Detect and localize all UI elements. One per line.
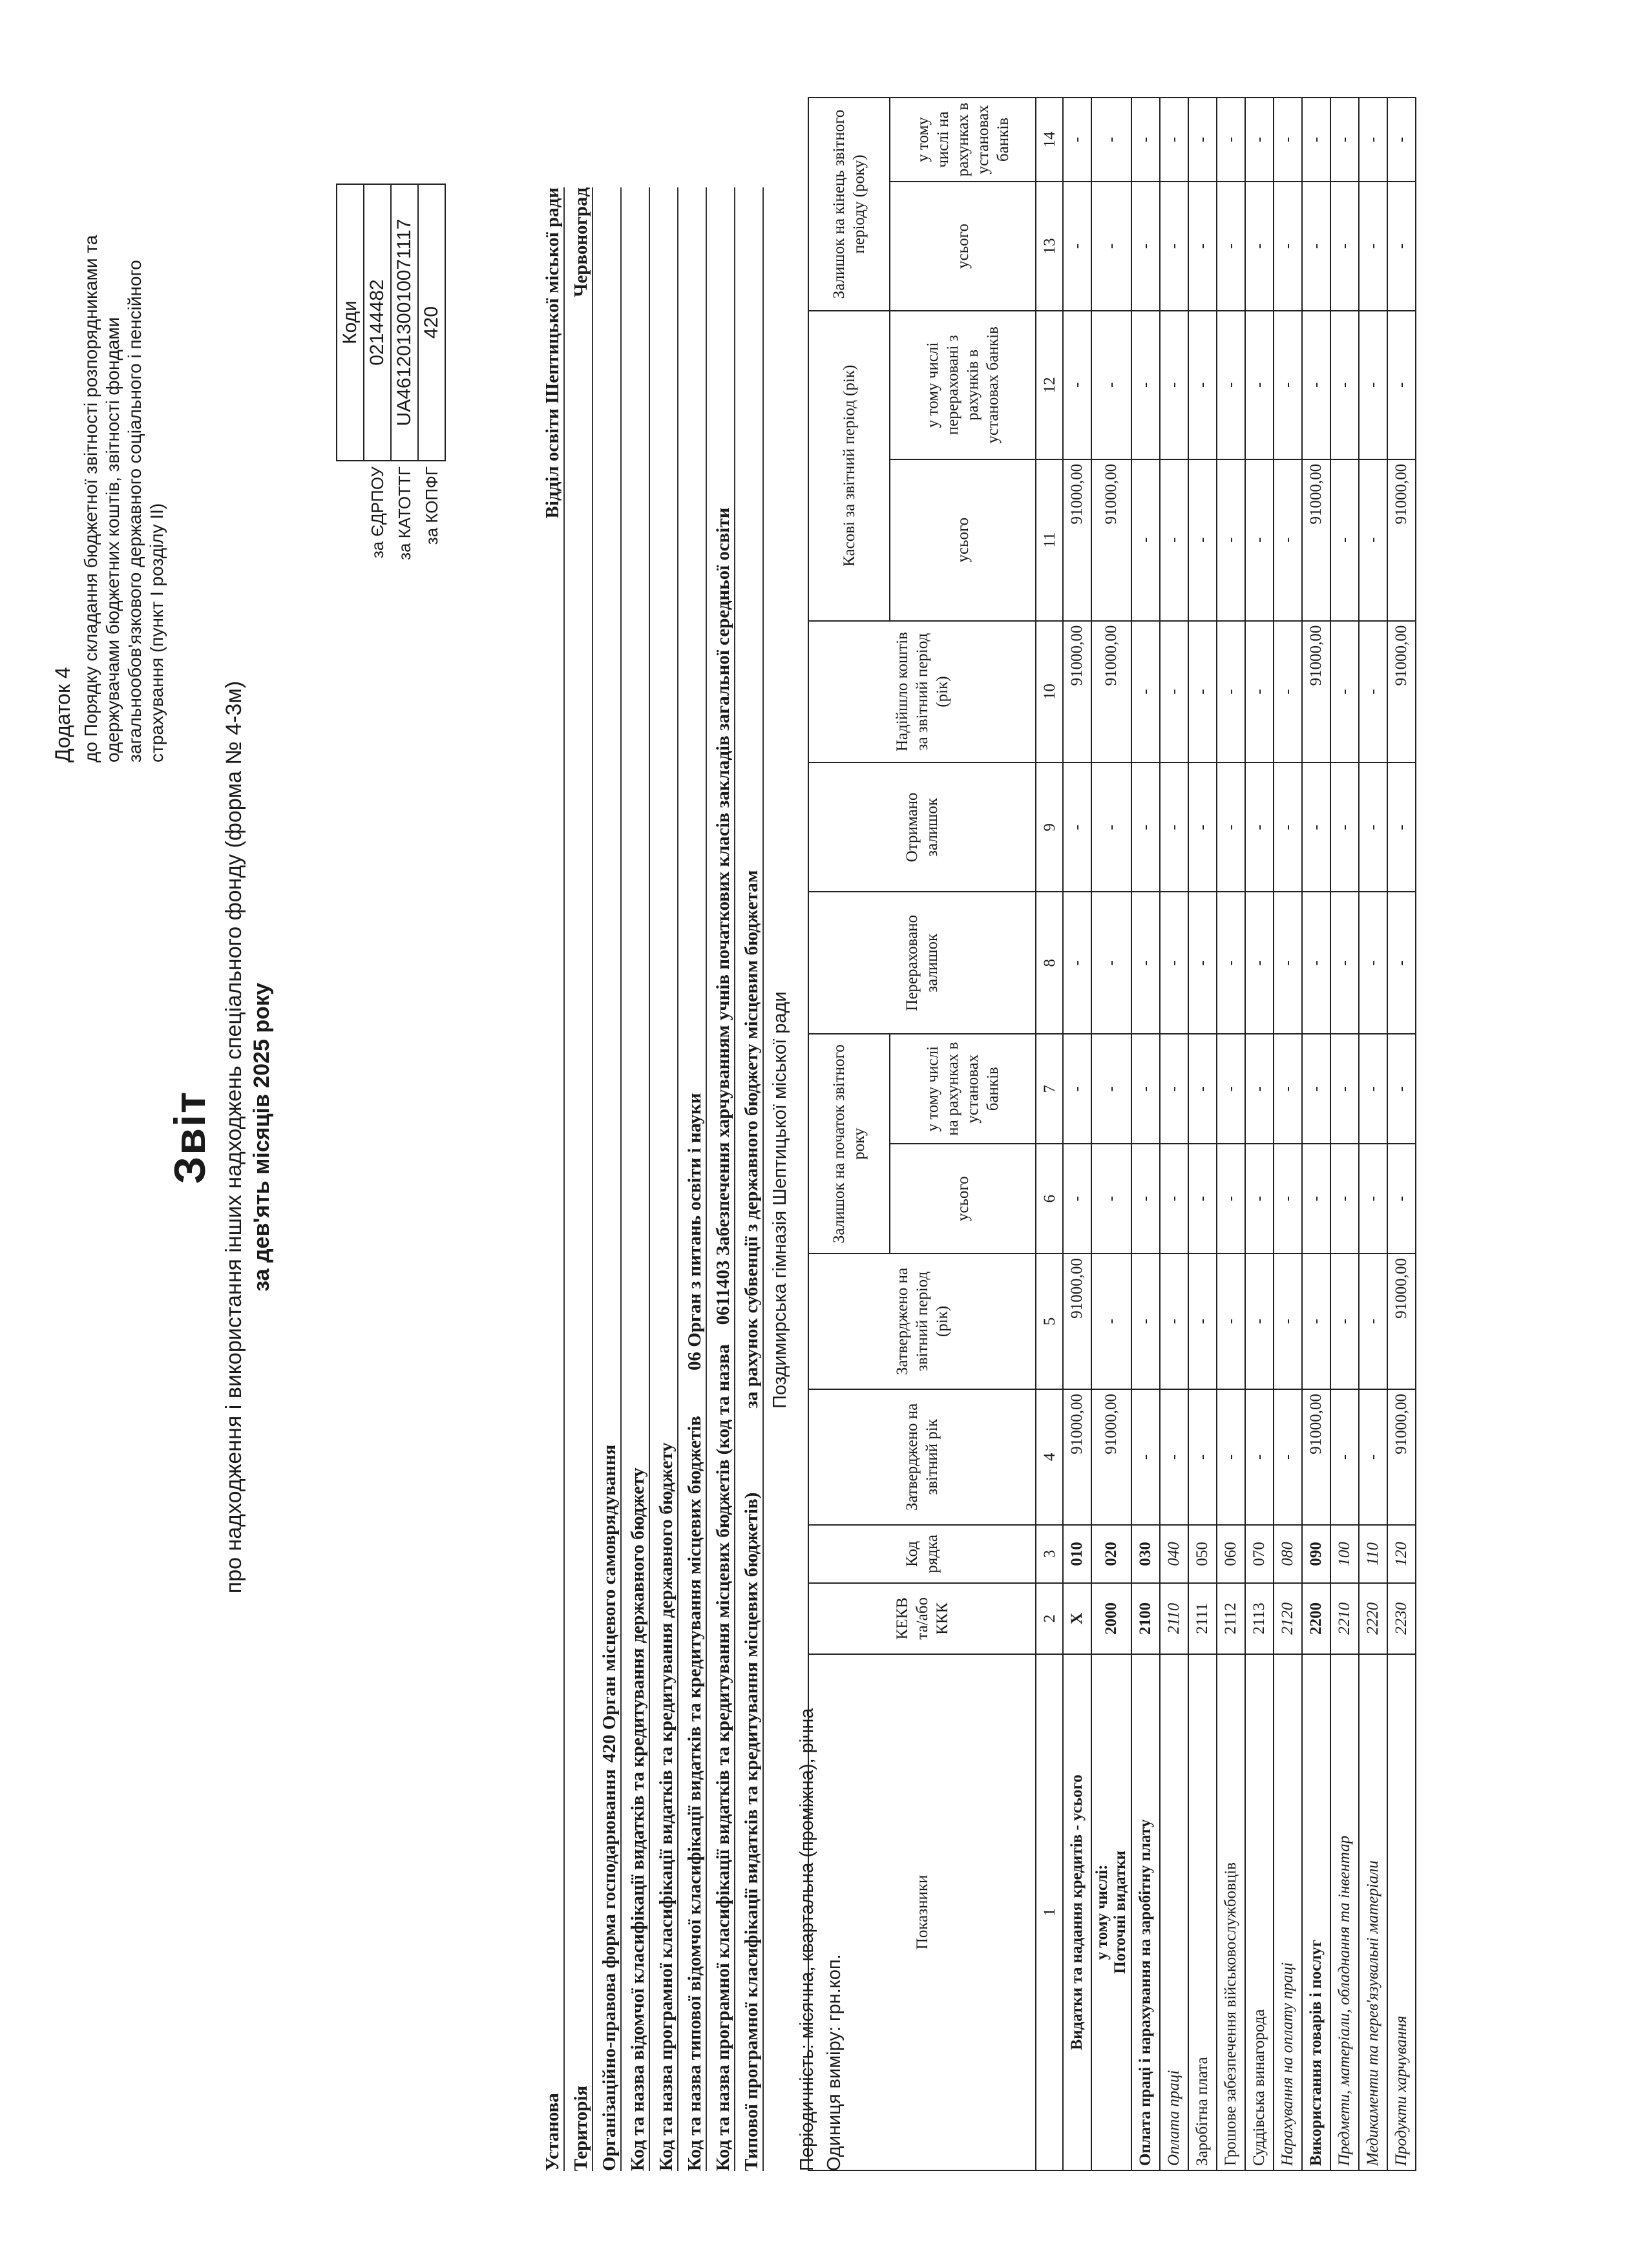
row-indicator-text: Медикаменти та перев'язувальні матеріали	[1364, 1860, 1381, 2166]
cell-c8: -	[1274, 892, 1302, 1034]
cell-c11: 91000,00	[1387, 459, 1416, 621]
table-row	[1217, 98, 1245, 2170]
column-number: 2	[1036, 1583, 1063, 1654]
cell-c4: -	[1359, 1389, 1387, 1525]
institution-value: Відділ освіти Шептицької міської ради	[542, 187, 563, 519]
row-indicator	[1188, 1654, 1217, 2170]
cell-c6: -	[1188, 1144, 1217, 1254]
cell-c14: -	[1302, 98, 1330, 182]
cell-c12: -	[1330, 311, 1359, 459]
departmental-row	[622, 187, 650, 2171]
program-local-value: 0611403 Забезпечення харчуванням учнів початкових класів закладів загальної середньої освіти	[713, 507, 733, 1325]
row-indicator-text: Предмети, матеріали, обладнання та інвентар	[1336, 1835, 1353, 2166]
cell-c13: -	[1217, 182, 1245, 311]
cell-c11: -	[1245, 459, 1274, 621]
cell-c7: -	[1359, 1034, 1387, 1144]
typical-program-label: Типової програмної класифікації видатків та кредитування місцевих бюджетів)	[741, 1492, 762, 2171]
table-body	[1063, 98, 1416, 2170]
cell-c14: -	[1188, 98, 1217, 182]
cell-c6: -	[1387, 1144, 1416, 1254]
cell-kekv: 2200	[1302, 1583, 1330, 1654]
header-approved-year: Затверджено на звітний рік	[808, 1389, 1036, 1525]
cell-code: 050	[1188, 1525, 1217, 1583]
cell-c13: -	[1160, 182, 1188, 311]
cell-c10: 91000,00	[1063, 621, 1091, 763]
cell-c11: -	[1359, 459, 1387, 621]
cell-c9: -	[1274, 762, 1302, 892]
cell-kekv: 2220	[1359, 1583, 1387, 1654]
header-balance-end-banks: у тому числі на рахунках в установах банків	[890, 98, 1036, 182]
cell-c8: -	[1091, 892, 1131, 1034]
column-number: 3	[1036, 1525, 1063, 1583]
institution-row	[536, 187, 565, 2171]
header-cash-transferred: у тому числі перераховані з рахунків в установах банків	[890, 311, 1036, 459]
cell-c9: -	[1217, 762, 1245, 892]
header-kekv: КЕКВ та/або ККК	[808, 1583, 1036, 1654]
appendix-number: Додаток 4	[51, 667, 74, 762]
cell-c12: -	[1188, 311, 1217, 459]
typical-departmental-row	[678, 187, 707, 2171]
header-row-code: Код рядка	[808, 1525, 1036, 1583]
cell-c6: -	[1274, 1144, 1302, 1254]
row-indicator-text: Продукти харчування	[1392, 2015, 1410, 2166]
table-row	[1330, 98, 1359, 2170]
cell-c8: -	[1387, 892, 1416, 1034]
cell-c5: 91000,00	[1063, 1254, 1091, 1389]
periodicity: Періодичність: місячна, квартальна (проміжна), річна	[797, 1708, 817, 2171]
cell-c6: -	[1217, 1144, 1245, 1254]
row-indicator-text: Грошове забезпечення військовослужбовців	[1222, 1862, 1239, 2166]
cell-c12: -	[1131, 311, 1160, 459]
cell-c7: -	[1217, 1034, 1245, 1144]
code-label: за КОПФГ	[421, 467, 441, 545]
cell-c13: -	[1063, 182, 1091, 311]
row-indicator	[1131, 1654, 1160, 2170]
cell-c8: -	[1245, 892, 1274, 1034]
cell-c11: -	[1188, 459, 1217, 621]
cell-c14: -	[1330, 98, 1359, 182]
column-number: 5	[1036, 1254, 1063, 1389]
cell-c14: -	[1359, 98, 1387, 182]
table-row	[1302, 98, 1330, 2170]
table-row	[1063, 98, 1091, 2170]
cell-c6: -	[1091, 1144, 1131, 1254]
cell-c4: -	[1131, 1389, 1160, 1525]
appendix-text: до Порядку складання бюджетної звітності розпорядниками та одержувачами бюджетних коштів, звітності фондами загальнообов'язкового державного соціального і пенсійного страхування (пункт I розділу II)	[81, 235, 167, 762]
cell-c5: -	[1330, 1254, 1359, 1389]
cell-c11: 91000,00	[1091, 459, 1131, 621]
cell-c10: 91000,00	[1387, 621, 1416, 763]
cell-c4: -	[1160, 1389, 1188, 1525]
cell-c12: -	[1217, 311, 1245, 459]
report-title: Звіт	[165, 1090, 215, 1184]
program-local-row	[707, 187, 735, 2171]
code-label: за КАТОТТГ	[394, 467, 414, 560]
code-value: 420	[418, 184, 445, 461]
cell-c4: -	[1274, 1389, 1302, 1525]
column-number: 8	[1036, 892, 1063, 1034]
cell-c4: 91000,00	[1302, 1389, 1330, 1525]
cell-c10: -	[1245, 621, 1274, 763]
cell-code: 090	[1302, 1525, 1330, 1583]
cell-kekv: 2120	[1274, 1583, 1302, 1654]
typical-program-value: за рахунок субвенції з державного бюджету місцевим бюджетам	[741, 870, 762, 1409]
cell-c4: -	[1245, 1389, 1274, 1525]
cell-code: 100	[1330, 1525, 1359, 1583]
cell-c5: -	[1160, 1254, 1188, 1389]
cell-c14: -	[1217, 98, 1245, 182]
cell-c13: -	[1359, 182, 1387, 311]
row-indicator	[1217, 1654, 1245, 2170]
cell-c11: -	[1217, 459, 1245, 621]
cell-c10: -	[1131, 621, 1160, 763]
cell-c14: -	[1091, 98, 1131, 182]
territory-label: Територія	[571, 2085, 591, 2171]
row-indicator	[1063, 1654, 1091, 2170]
row-indicator	[1330, 1654, 1359, 2170]
cell-c7: -	[1302, 1034, 1330, 1144]
cell-c4: -	[1217, 1389, 1245, 1525]
cell-c10: -	[1274, 621, 1302, 763]
cell-c9: -	[1387, 762, 1416, 892]
cell-c7: -	[1091, 1034, 1131, 1144]
cell-c7: -	[1330, 1034, 1359, 1144]
cell-c11: -	[1330, 459, 1359, 621]
cell-c13: -	[1387, 182, 1416, 311]
column-number-row	[1036, 98, 1063, 2170]
typical-departmental-label: Код та назва типової відомчої класифікації видатків та кредитування місцевих бюджетів	[684, 1416, 705, 2171]
cell-kekv: 2110	[1160, 1583, 1188, 1654]
table-row	[1188, 98, 1217, 2170]
cell-c9: -	[1188, 762, 1217, 892]
recipient: Поздимирська гімназія Шептицької міської ради	[770, 991, 790, 1409]
cell-c5: -	[1302, 1254, 1330, 1389]
territory-row	[565, 187, 593, 2171]
column-number: 12	[1036, 311, 1063, 459]
cell-c11: -	[1274, 459, 1302, 621]
row-indicator-text: Нарахування на оплату праці	[1279, 1962, 1296, 2166]
cell-c4: 91000,00	[1387, 1389, 1416, 1525]
cell-c4: -	[1330, 1389, 1359, 1525]
cell-c13: -	[1330, 182, 1359, 311]
cell-c8: -	[1217, 892, 1245, 1034]
table-row	[1091, 98, 1131, 2170]
row-indicator-text: Використання товарів і послуг	[1307, 1939, 1325, 2166]
territory-value: Червоноград	[571, 187, 591, 297]
report-title-block	[165, 265, 275, 2010]
cell-c7: -	[1160, 1034, 1188, 1144]
unit: Одиниця виміру: грн.коп.	[824, 1954, 845, 2171]
cell-c7: -	[1387, 1034, 1416, 1144]
row-indicator	[1387, 1654, 1416, 2170]
cell-c13: -	[1302, 182, 1330, 311]
cell-code: 010	[1063, 1525, 1091, 1583]
cell-c7: -	[1063, 1034, 1091, 1144]
cell-code: 040	[1160, 1525, 1188, 1583]
cell-kekv: 2111	[1188, 1583, 1217, 1654]
cell-c10: -	[1359, 621, 1387, 763]
cell-c6: -	[1330, 1144, 1359, 1254]
cell-c7: -	[1274, 1034, 1302, 1144]
header-transferred-balance: Перераховано залишок	[808, 892, 1036, 1034]
row-indicator-text: Оплата праці і нарахування на заробітну плату	[1137, 1819, 1154, 2166]
cell-c12: -	[1274, 311, 1302, 459]
cell-c9: -	[1063, 762, 1091, 892]
cell-c13: -	[1188, 182, 1217, 311]
header-cash-expenses: Касові за звітний період (рік)	[808, 311, 890, 621]
cell-c5: -	[1188, 1254, 1217, 1389]
cell-c10: -	[1160, 621, 1188, 763]
cell-c7: -	[1188, 1034, 1217, 1144]
cell-c10: -	[1217, 621, 1245, 763]
cell-kekv: 2113	[1245, 1583, 1274, 1654]
cell-c8: -	[1063, 892, 1091, 1034]
cell-c14: -	[1063, 98, 1091, 182]
cell-c6: -	[1063, 1144, 1091, 1254]
cell-c9: -	[1245, 762, 1274, 892]
row-indicator-text: Оплата праці	[1165, 2070, 1182, 2166]
codes-header: Коди	[337, 184, 364, 461]
row-indicator	[1160, 1654, 1188, 2170]
cell-c9: -	[1359, 762, 1387, 892]
header-balance-end-total: усього	[890, 182, 1036, 311]
header-received-balance: Отримано залишок	[808, 762, 1036, 892]
cell-kekv: 2230	[1387, 1583, 1416, 1654]
cell-c8: -	[1160, 892, 1188, 1034]
row-indicator-text: Видатки та надання кредитів - усього	[1068, 1774, 1086, 2050]
cell-code: 110	[1359, 1525, 1387, 1583]
cell-c6: -	[1245, 1144, 1274, 1254]
org-form-value: 420 Орган місцевого самоврядування	[599, 1444, 620, 1763]
cell-c5: -	[1217, 1254, 1245, 1389]
cell-c10: 91000,00	[1091, 621, 1131, 763]
codes-block	[336, 155, 446, 607]
org-form-label: Організаційно-правова форма господарювання	[599, 1769, 620, 2171]
cell-c9: -	[1131, 762, 1160, 892]
cell-kekv: 2210	[1330, 1583, 1359, 1654]
header-received-funds: Надійшло коштів за звітний період (рік)	[808, 621, 1036, 763]
cell-code: 070	[1245, 1525, 1274, 1583]
code-value: UA46120130010071117	[391, 184, 418, 461]
header-balance-start: Залишок на початок звітного року	[808, 1034, 890, 1254]
header-cash-total: усього	[890, 459, 1036, 621]
report-period: за дев'ять місяців 2025 року	[249, 983, 274, 1292]
cell-c12: -	[1063, 311, 1091, 459]
cell-c4: 91000,00	[1091, 1389, 1131, 1525]
column-number: 7	[1036, 1034, 1063, 1144]
cell-c10: -	[1188, 621, 1217, 763]
row-indicator-text: Суддівська винагорода	[1250, 2009, 1268, 2166]
cell-c11: -	[1131, 459, 1160, 621]
row-indicator	[1245, 1654, 1274, 2170]
cell-c5: -	[1359, 1254, 1387, 1389]
cell-code: 030	[1131, 1525, 1160, 1583]
cell-c13: -	[1091, 182, 1131, 311]
cell-c9: -	[1160, 762, 1188, 892]
cell-c8: -	[1131, 892, 1160, 1034]
cell-c7: -	[1131, 1034, 1160, 1144]
cell-c10: 91000,00	[1302, 621, 1330, 763]
column-number: 4	[1036, 1389, 1063, 1525]
cell-c13: -	[1245, 182, 1274, 311]
cell-c14: -	[1274, 98, 1302, 182]
cell-kekv: 2000	[1091, 1583, 1131, 1654]
institution-label: Установа	[542, 2093, 563, 2171]
codes-table	[336, 184, 446, 607]
cell-c5: -	[1091, 1254, 1131, 1389]
cell-c11: 91000,00	[1302, 459, 1330, 621]
row-indicator-subtext: Поточні видатки	[1111, 1851, 1129, 1974]
column-number: 10	[1036, 621, 1063, 763]
cell-c12: -	[1091, 311, 1131, 459]
table-row	[1160, 98, 1188, 2170]
cell-code: 080	[1274, 1525, 1302, 1583]
table-row	[1359, 98, 1387, 2170]
departmental-label: Код та назва відомчої класифікації видатків та кредитування державного бюджету	[627, 1467, 648, 2171]
typical-departmental-value: 06 Орган з питань освіти і науки	[684, 1093, 705, 1371]
code-value: 02144482	[364, 184, 391, 461]
cell-c14: -	[1245, 98, 1274, 182]
report-table	[808, 97, 1416, 2171]
cell-kekv: X	[1063, 1583, 1091, 1654]
cell-c11: 91000,00	[1063, 459, 1091, 621]
header-balance-end: Залишок на кінець звітного періоду (року)	[808, 98, 890, 311]
cell-c6: -	[1302, 1144, 1330, 1254]
row-indicator	[1274, 1654, 1302, 2170]
row-indicator	[1359, 1654, 1387, 2170]
cell-c9: -	[1091, 762, 1131, 892]
table-row	[1274, 98, 1302, 2170]
row-indicator	[1091, 1654, 1131, 2170]
cell-c8: -	[1188, 892, 1217, 1034]
cell-c8: -	[1359, 892, 1387, 1034]
cell-c6: -	[1359, 1144, 1387, 1254]
row-indicator-text: у тому числі:	[1093, 1864, 1111, 1960]
cell-c8: -	[1302, 892, 1330, 1034]
table-row	[1245, 98, 1274, 2170]
cell-c5: -	[1245, 1254, 1274, 1389]
cell-c12: -	[1245, 311, 1274, 459]
header-approved-period: Затверджено на звітний період (рік)	[808, 1254, 1036, 1389]
header-balance-start-banks: у тому числі на рахунках в установах банків	[890, 1034, 1036, 1144]
cell-c12: -	[1387, 311, 1416, 459]
table-row	[1131, 98, 1160, 2170]
cell-code: 060	[1217, 1525, 1245, 1583]
cell-c12: -	[1302, 311, 1330, 459]
cell-c12: -	[1160, 311, 1188, 459]
program-local-label: Код та назва програмної класифікації видатків та кредитування місцевих бюджетів (код та назва	[713, 1344, 733, 2171]
cell-c9: -	[1330, 762, 1359, 892]
cell-c14: -	[1131, 98, 1160, 182]
cell-c5: 91000,00	[1387, 1254, 1416, 1389]
column-number: 6	[1036, 1144, 1063, 1254]
info-block	[536, 187, 845, 2171]
report-subtitle: про надходження і використання інших надходжень спеціального фонду (форма № 4-3м)	[222, 680, 246, 1594]
cell-c13: -	[1274, 182, 1302, 311]
cell-c4: -	[1188, 1389, 1217, 1525]
cell-kekv: 2112	[1217, 1583, 1245, 1654]
cell-code: 120	[1387, 1525, 1416, 1583]
row-indicator-text: Заробітна плата	[1193, 2057, 1211, 2166]
program-label: Код та назва програмної класифікації видатків та кредитування державного бюджету	[656, 1442, 677, 2171]
cell-c4: 91000,00	[1063, 1389, 1091, 1525]
table-row	[1387, 98, 1416, 2170]
header-indicator: Показники	[808, 1654, 1036, 2170]
cell-kekv: 2100	[1131, 1583, 1160, 1654]
cell-c5: -	[1274, 1254, 1302, 1389]
cell-c5: -	[1131, 1254, 1160, 1389]
cell-c11: -	[1160, 459, 1188, 621]
program-row	[650, 187, 678, 2171]
cell-c6: -	[1160, 1144, 1188, 1254]
column-number: 13	[1036, 182, 1063, 311]
cell-c10: -	[1330, 621, 1359, 763]
cell-c9: -	[1302, 762, 1330, 892]
column-number: 1	[1036, 1654, 1063, 2170]
typical-program-row	[735, 187, 764, 2171]
org-form-row	[593, 187, 622, 2171]
appendix-block	[52, 181, 168, 762]
column-number: 11	[1036, 459, 1063, 621]
cell-code: 020	[1091, 1525, 1131, 1583]
code-label: за ЄДРПОУ	[367, 467, 387, 559]
cell-c7: -	[1245, 1034, 1274, 1144]
header-balance-start-total: усього	[890, 1144, 1036, 1254]
cell-c14: -	[1387, 98, 1416, 182]
cell-c6: -	[1131, 1144, 1160, 1254]
cell-c14: -	[1160, 98, 1188, 182]
cell-c8: -	[1330, 892, 1359, 1034]
column-number: 14	[1036, 98, 1063, 182]
cell-c12: -	[1359, 311, 1387, 459]
cell-c13: -	[1131, 182, 1160, 311]
column-number: 9	[1036, 762, 1063, 892]
row-indicator	[1302, 1654, 1330, 2170]
